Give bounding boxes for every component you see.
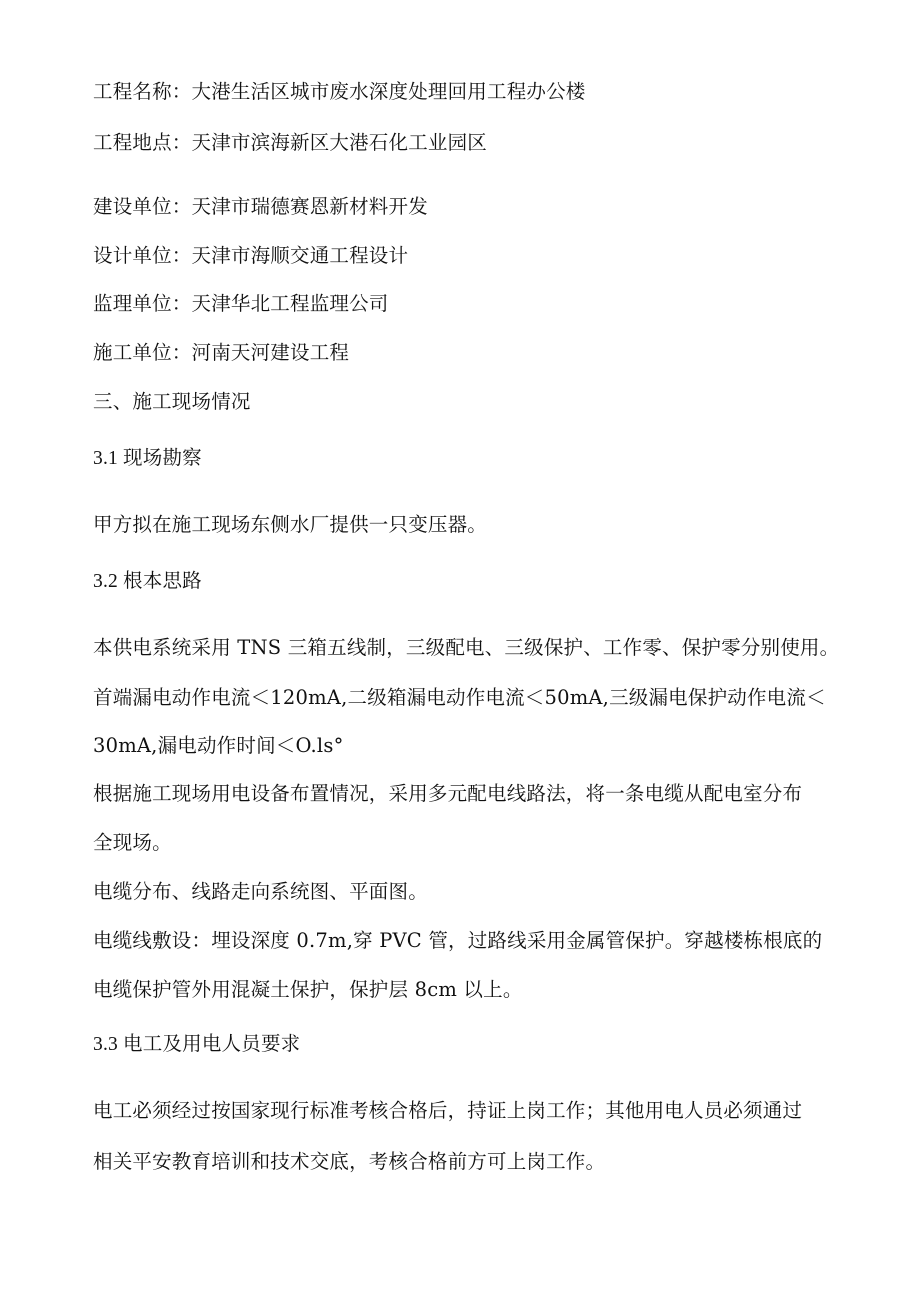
section-3-heading: 三、施工现场情况 <box>93 390 251 413</box>
section-3-2-heading: 3.2 根本思路 <box>93 571 202 592</box>
section-3-3-heading: 3.3 电工及用电人员要求 <box>93 1034 301 1055</box>
contractor-unit-line: 施工单位：河南天河建设工程 <box>93 341 350 364</box>
section-3-2-para4-line2: 电缆保护管外用混凝土保护，保护层 8cm 以上。 <box>93 978 523 1001</box>
construction-unit-line: 建设单位：天津市瑞德赛恩新材料开发 <box>93 195 428 218</box>
section-3-2-para2-line2: 全现场。 <box>93 831 172 854</box>
section-3-2-para2-line1: 根据施工现场用电设备布置情况，采用多元配电线路法，将一条电缆从配电室分布 <box>93 782 803 805</box>
section-3-1-heading: 3.1 现场勘察 <box>93 448 202 469</box>
section-3-3-body-line2: 相关平安教育培训和技术交底，考核合格前方可上岗工作。 <box>93 1150 606 1173</box>
section-3-2-para1-line1: 本供电系统采用 TNS 三箱五线制，三级配电、三级保护、工作零、保护零分别使用。 <box>93 636 840 659</box>
section-3-2-para3: 电缆分布、线路走向系统图、平面图。 <box>93 880 428 903</box>
section-3-1-body: 甲方拟在施工现场东侧水厂提供一只变压器。 <box>93 513 488 536</box>
section-3-2-para4-line1: 电缆线敷设：埋设深度 0.7m,穿 PVC 管，过路线采用金属管保护。穿越楼栋根底的 <box>93 929 823 952</box>
design-unit-line: 设计单位：天津市海顺交通工程设计 <box>93 244 409 267</box>
supervision-unit-line: 监理单位：天津华北工程监理公司 <box>93 292 389 315</box>
project-location-line: 工程地点：天津市滨海新区大港石化工业园区 <box>93 131 488 154</box>
section-3-2-para1-line3: 30mA,漏电动作时间＜O.ls° <box>93 734 344 757</box>
section-3-2-para1-line2: 首端漏电动作电流＜120mA,二级箱漏电动作电流＜50mA,三级漏电保护动作电流＜ <box>93 686 826 709</box>
project-name-line: 工程名称：大港生活区城市废水深度处理回用工程办公楼 <box>93 80 586 103</box>
section-3-3-body-line1: 电工必须经过按国家现行标准考核合格后，持证上岗工作；其他用电人员必须通过 <box>93 1099 803 1122</box>
